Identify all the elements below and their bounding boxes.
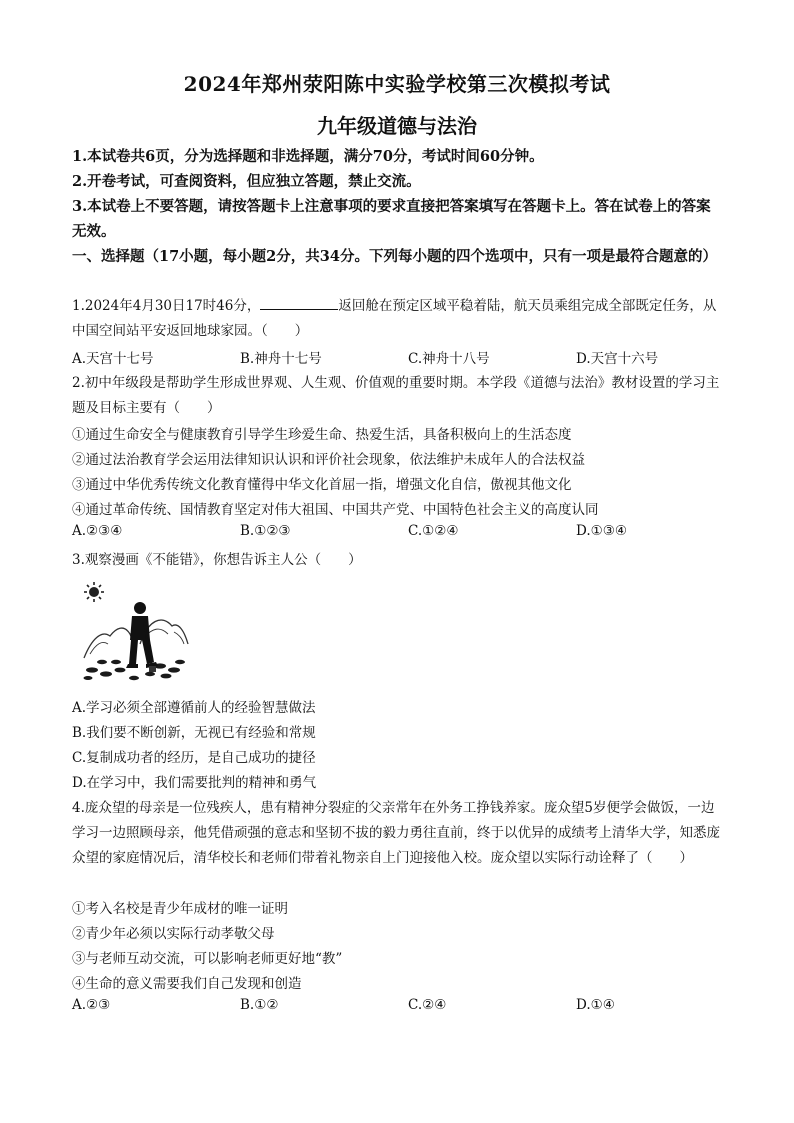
q3-option-a: A.学习必须全部遵循前人的经验智慧做法 [72,700,316,716]
exam-title: 2024年郑州荥阳陈中实验学校第三次模拟考试 [183,72,611,96]
q4-option-c: C.②④ [408,997,447,1013]
note-3: 3.本试卷上不要答题，请按答题卡上注意事项的要求直接把答案填写在答题卡上。答在试卷上的答案无效。 [72,198,711,240]
q2-option-d: D.①③④ [576,523,627,539]
q2-option-a: A.②③④ [72,523,123,539]
exam-subtitle: 九年级道德与法治 [317,114,477,138]
question-2-stem: 2.初中年级段是帮助学生形成世界观、人生观、价值观的重要时期。本学段《道德与法治》教材设置的学习主题及目标主要有（ ） [72,375,720,416]
cartoon-illustration [78,578,190,686]
q1-stem-part-a: 1.2024年4月30日17时46分， [72,298,261,314]
q4-option-a: A.②③ [72,997,111,1013]
q1-stem-part-b: 返回舱在预定区域平稳着陆，航天员乘组完成全部既定任务，从中国空间站平安返回地球家园。（ ） [72,298,717,339]
q4-item-2: ②青少年必须以实际行动孝敬父母 [72,926,275,942]
q4-item-1: ①考入名校是青少年成材的唯一证明 [72,901,288,917]
q4-item-3: ③与老师互动交流，可以影响老师更好地“教” [72,951,343,967]
q1-option-b: B.神舟十七号 [240,351,322,367]
person-figure [126,602,158,672]
q3-option-c: C.复制成功者的经历，是自己成功的捷径 [72,750,316,766]
q2-item-2: ②通过法治教育学会运用法律知识认识和评价社会现象，依法维护未成年人的合法权益 [72,452,585,468]
q1-option-a: A.天宫十七号 [72,351,154,367]
question-1-stem [72,294,724,344]
note-2: 2.开卷考试，可查阅资料，但应独立答题，禁止交流。 [72,173,421,190]
question-3-stem: 3.观察漫画《不能错》，你想告诉主人公（ ） [72,552,362,568]
q2-item-1: ①通过生命安全与健康教育引导学生珍爱生命、热爱生活，具备积极向上的生活态度 [72,427,572,443]
q2-option-c: C.①②④ [408,523,459,539]
q2-item-4: ④通过革命传统、国情教育坚定对伟大祖国、中国共产党、中国特色社会主义的高度认同 [72,502,599,518]
note-1: 1.本试卷共6页，分为选择题和非选择题，满分70分，考试时间60分钟。 [72,148,544,165]
question-4-stem: 4.庞众望的母亲是一位残疾人，患有精神分裂症的父亲常年在外务工挣钱养家。庞众望5岁便学会做饭，一边学习一边照顾母亲，他凭借顽强的意志和坚韧不拔的毅力勇往直前，终于以优异的成绩考上清华大学，知悉庞众望的家庭情况后，清华校长和老师们带着礼物亲自上门迎接他入校。庞众望以实际行动诠释了（ ） [72,800,720,866]
q2-option-b: B.①②③ [240,523,291,539]
answer-blank [260,295,338,310]
q3-option-d: D.在学习中，我们需要批判的精神和勇气 [72,775,317,791]
q4-option-b: B.①② [240,997,279,1013]
q3-option-b: B.我们要不断创新，无视已有经验和常规 [72,725,316,741]
q2-item-3: ③通过中华优秀传统文化教育懂得中华文化首屈一指，增强文化自信，傲视其他文化 [72,477,572,493]
q1-option-d: D.天宫十六号 [576,351,659,367]
sun-icon [84,582,104,602]
q4-item-4: ④生命的意义需要我们自己发现和创造 [72,976,302,992]
section-heading: 一、选择题（17小题，每小题2分，共34分。下列每小题的四个选项中，只有一项是最符合题意的） [72,248,717,265]
q4-option-d: D.①④ [576,997,615,1013]
q1-option-c: C.神舟十八号 [408,351,490,367]
